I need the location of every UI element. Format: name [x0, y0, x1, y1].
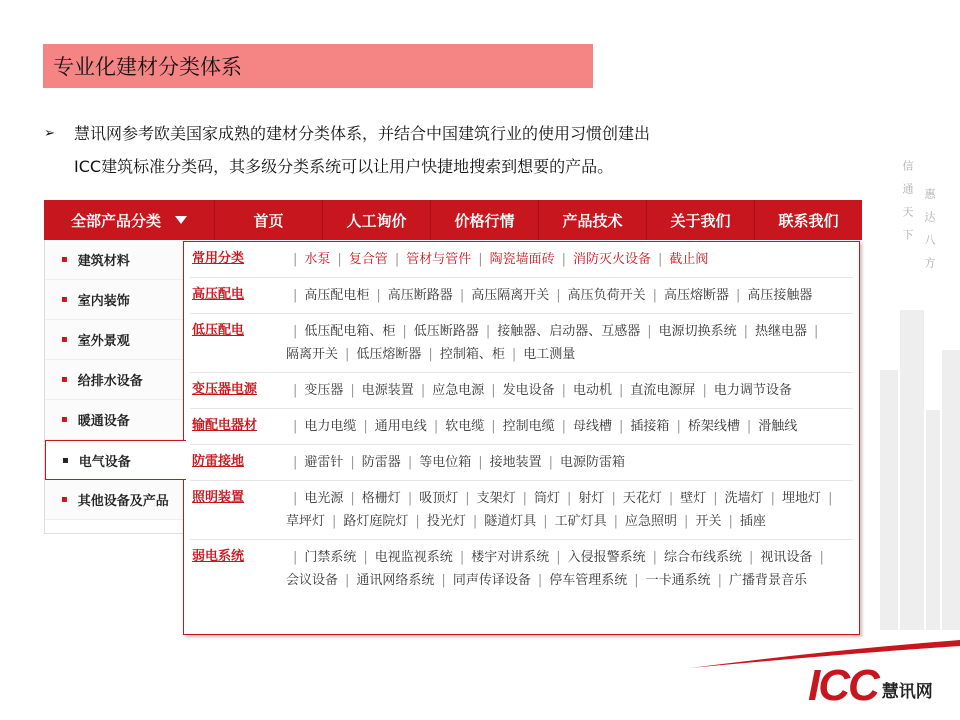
- subcategory-items: [286, 487, 853, 533]
- intro-line-2: ICC建筑标准分类码，其多级分类系统可以让用户快捷地搜索到想要的产品。: [74, 157, 614, 176]
- separator: |: [658, 252, 663, 267]
- subcategory-items: [286, 320, 853, 366]
- subcategory-items: [286, 546, 853, 592]
- subcategory-link[interactable]: 电源防雷箱: [560, 455, 626, 470]
- subcategory-link[interactable]: 母线槽: [573, 419, 613, 434]
- subcategory-items: [286, 379, 853, 402]
- nav-item[interactable]: 首页: [214, 200, 322, 240]
- separator: |: [420, 383, 426, 398]
- separator: |: [556, 288, 561, 303]
- separator: |: [407, 491, 413, 506]
- separator: |: [345, 347, 350, 362]
- subcategory-link[interactable]: 格栅灯: [361, 491, 401, 506]
- bullet-icon: ▪: [61, 374, 68, 385]
- subcategory-link[interactable]: 电源装置: [361, 383, 414, 398]
- category-list: [44, 240, 186, 534]
- subcategory-link[interactable]: 高压负荷开关: [567, 288, 646, 303]
- subcategory-heading-link[interactable]: 照明装置: [192, 490, 245, 505]
- separator: |: [619, 383, 624, 398]
- separator: |: [332, 514, 337, 529]
- subcategory-row: [190, 540, 853, 598]
- category-label: 室外景观: [77, 334, 130, 349]
- separator: |: [293, 491, 298, 506]
- subcategory-link[interactable]: 广播背景音乐: [729, 573, 808, 588]
- separator: |: [613, 514, 619, 529]
- subcategory-row: [190, 409, 853, 445]
- subcategory-link[interactable]: 接地装置: [489, 455, 542, 470]
- separator: |: [548, 455, 554, 470]
- subcategory-link[interactable]: 防雷器: [361, 455, 401, 470]
- separator: |: [537, 573, 543, 588]
- bullet-icon: ▪: [61, 294, 68, 305]
- separator: |: [441, 573, 446, 588]
- subcategory-heading-link[interactable]: 防雷接地: [192, 454, 245, 469]
- subcategory-link[interactable]: 避雷针: [304, 455, 344, 470]
- subcategory-link[interactable]: 电视监视系统: [374, 550, 453, 565]
- subcategory-link[interactable]: 门禁系统: [304, 550, 357, 565]
- subcategory-heading-link[interactable]: 弱电系统: [192, 549, 245, 564]
- subcategory-link[interactable]: 低压断路器: [413, 324, 479, 339]
- bullet-icon: ▪: [61, 414, 68, 425]
- separator: |: [293, 324, 298, 339]
- subcategory-heading-link[interactable]: 低压配电: [192, 323, 245, 338]
- separator: |: [634, 573, 639, 588]
- separator: |: [814, 324, 819, 339]
- subcategory-link[interactable]: 软电缆: [445, 419, 485, 434]
- subcategory-heading-link[interactable]: 高压配电: [192, 287, 245, 302]
- subcategory-link[interactable]: 洗墙灯: [724, 491, 764, 506]
- subcategory-link[interactable]: 壁灯: [680, 491, 707, 506]
- subcategory-link[interactable]: 射灯: [578, 491, 605, 506]
- subcategory-link[interactable]: 停车管理系统: [549, 573, 628, 588]
- main-nav: [44, 200, 862, 240]
- logo-name: 慧讯网: [881, 682, 933, 702]
- separator: |: [415, 514, 420, 529]
- separator: |: [293, 455, 298, 470]
- separator: |: [465, 491, 470, 506]
- separator: |: [350, 455, 355, 470]
- subcategory-link[interactable]: 路灯庭院灯: [343, 514, 409, 529]
- separator: |: [652, 550, 658, 565]
- separator: |: [350, 491, 355, 506]
- subcategory-row: [190, 445, 853, 481]
- category-item[interactable]: [45, 360, 185, 400]
- category-label: 电气设备: [78, 454, 131, 470]
- separator: |: [647, 324, 652, 339]
- subcategory-link[interactable]: 电光源: [304, 491, 344, 506]
- subcategory-link[interactable]: 控制箱、柜: [439, 347, 505, 362]
- category-label: 建筑材料: [77, 254, 130, 269]
- slide-title: [43, 44, 593, 88]
- subcategory-link[interactable]: 筒灯: [534, 491, 561, 506]
- subcategory-link[interactable]: 水泵: [304, 252, 331, 267]
- subcategory-link[interactable]: 电力电缆: [304, 419, 357, 434]
- subcategory-link[interactable]: 插接箱: [630, 419, 670, 434]
- subcategory-link[interactable]: 截止阀: [669, 252, 709, 267]
- subcategory-link[interactable]: 应急照明: [625, 514, 678, 529]
- separator: |: [293, 383, 298, 398]
- separator: |: [561, 252, 567, 267]
- subcategory-link[interactable]: 电动机: [573, 383, 613, 398]
- separator: |: [293, 550, 298, 565]
- separator: |: [491, 419, 496, 434]
- separator: |: [819, 550, 824, 565]
- separator: |: [668, 491, 674, 506]
- subcategory-link[interactable]: 通讯网络系统: [356, 573, 435, 588]
- subcategory-row: [190, 373, 853, 409]
- category-item[interactable]: [45, 320, 185, 360]
- category-label: 室内装饰: [77, 294, 130, 309]
- separator: |: [407, 455, 413, 470]
- nav-item[interactable]: 产品技术: [538, 200, 646, 240]
- separator: |: [676, 419, 681, 434]
- separator: |: [337, 252, 342, 267]
- separator: |: [402, 324, 407, 339]
- bullet-icon: ▪: [61, 334, 68, 345]
- subcategory-link[interactable]: 草坪灯: [286, 514, 326, 529]
- subcategory-link[interactable]: 通用电线: [374, 419, 427, 434]
- nav-item[interactable]: 关于我们: [646, 200, 754, 240]
- nav-item[interactable]: 人工询价: [322, 200, 430, 240]
- separator: |: [491, 383, 496, 398]
- category-item[interactable]: [45, 240, 185, 280]
- subcategory-link[interactable]: 控制电缆: [502, 419, 555, 434]
- separator: |: [684, 514, 689, 529]
- category-label: 其他设备及产品: [77, 494, 169, 509]
- subcategory-link[interactable]: 高压熔断器: [664, 288, 730, 303]
- slide-title-text: 专业化建材分类体系: [53, 55, 242, 79]
- subcategory-link[interactable]: 开关: [695, 514, 722, 529]
- subcategory-link[interactable]: 综合布线系统: [664, 550, 743, 565]
- separator: |: [394, 252, 400, 267]
- subcategory-link[interactable]: 应急电源: [432, 383, 485, 398]
- subcategory-link[interactable]: 接触器、启动器、互感器: [497, 324, 641, 339]
- separator: |: [293, 419, 298, 434]
- bullet-icon: ▪: [61, 494, 68, 505]
- subcategory-heading-link[interactable]: 输配电器材: [192, 418, 258, 433]
- subcategory-link[interactable]: 投光灯: [426, 514, 466, 529]
- category-label: 给排水设备: [77, 374, 143, 389]
- separator: |: [376, 288, 381, 303]
- subcategory-row: [190, 242, 853, 278]
- subcategory-link[interactable]: 视讯设备: [760, 550, 813, 565]
- intro-line-1: 慧讯网参考欧美国家成熟的建材分类体系，并结合中国建筑行业的使用习惯创建出: [74, 124, 651, 143]
- separator: |: [478, 455, 483, 470]
- separator: |: [743, 324, 749, 339]
- separator: |: [611, 491, 616, 506]
- subcategory-link[interactable]: 管材与管件: [406, 252, 472, 267]
- subcategory-link[interactable]: 消防灭火设备: [573, 252, 652, 267]
- subcategory-panel: [183, 241, 860, 635]
- subcategory-link[interactable]: 电源切换系统: [658, 324, 737, 339]
- subcategory-link[interactable]: 低压熔断器: [356, 347, 422, 362]
- separator: |: [713, 491, 718, 506]
- separator: |: [717, 573, 723, 588]
- category-item[interactable]: [45, 280, 185, 320]
- nav-item[interactable]: 价格行情: [430, 200, 538, 240]
- subcategory-link[interactable]: 高压接触器: [747, 288, 813, 303]
- category-item[interactable]: [45, 400, 185, 440]
- separator: |: [728, 514, 733, 529]
- separator: |: [746, 419, 752, 434]
- subcategory-link[interactable]: 桥架线槽: [687, 419, 740, 434]
- subcategory-heading-link[interactable]: 常用分类: [192, 251, 245, 266]
- subcategory-link[interactable]: 插座: [739, 514, 766, 529]
- subcategory-link[interactable]: 电工测量: [523, 347, 576, 362]
- separator: |: [522, 491, 528, 506]
- separator: |: [511, 347, 517, 362]
- separator: |: [459, 288, 465, 303]
- separator: |: [363, 550, 368, 565]
- separator: |: [428, 347, 433, 362]
- separator: |: [652, 288, 658, 303]
- separator: |: [749, 550, 754, 565]
- separator: |: [567, 491, 572, 506]
- icc-logo: [808, 661, 933, 710]
- subcategory-link[interactable]: 隧道灯具: [484, 514, 537, 529]
- subcategory-items: [286, 248, 853, 271]
- subcategory-link[interactable]: 变压器: [304, 383, 344, 398]
- subcategory-row: [190, 481, 853, 540]
- subcategory-link[interactable]: 吸顶灯: [419, 491, 459, 506]
- subcategory-link[interactable]: 低压配电箱、柜: [304, 324, 396, 339]
- separator: |: [561, 383, 567, 398]
- separator: |: [478, 252, 483, 267]
- intro-text: [44, 117, 864, 183]
- separator: |: [433, 419, 439, 434]
- subcategory-link[interactable]: 工矿灯具: [554, 514, 607, 529]
- separator: |: [472, 514, 478, 529]
- separator: |: [485, 324, 491, 339]
- separator: |: [770, 491, 776, 506]
- category-label: 暖通设备: [77, 414, 130, 429]
- bullet-icon: ▪: [61, 254, 68, 265]
- subcategory-link[interactable]: 埋地灯: [782, 491, 822, 506]
- separator: |: [556, 550, 561, 565]
- arrow-bullet-icon: ➢: [44, 126, 55, 141]
- bullet-icon: ▪: [62, 454, 69, 466]
- subcategory-items: [286, 451, 853, 474]
- separator: |: [619, 419, 624, 434]
- subcategory-row: [190, 278, 853, 314]
- subcategory-link[interactable]: 隔离开关: [286, 347, 339, 362]
- slogan-col-2: 惠达八方: [923, 188, 936, 280]
- subcategory-link[interactable]: 等电位箱: [419, 455, 472, 470]
- subcategory-items: [286, 415, 853, 438]
- subcategory-link[interactable]: 热继电器: [755, 324, 808, 339]
- separator: |: [736, 288, 741, 303]
- subcategory-link[interactable]: 复合管: [348, 252, 388, 267]
- separator: |: [293, 288, 298, 303]
- subcategory-link[interactable]: 高压隔离开关: [471, 288, 550, 303]
- nav-item[interactable]: 联系我们: [754, 200, 862, 240]
- subcategory-link[interactable]: 会议设备: [286, 573, 339, 588]
- subcategory-link[interactable]: 天花灯: [622, 491, 662, 506]
- separator: |: [543, 514, 548, 529]
- background-skyline: [870, 300, 960, 630]
- subcategory-link[interactable]: 入侵报警系统: [567, 550, 646, 565]
- separator: |: [459, 550, 465, 565]
- separator: |: [363, 419, 368, 434]
- dropdown-arrow-icon: [175, 216, 187, 224]
- subcategory-row: [190, 314, 853, 373]
- subcategory-items: [286, 284, 853, 307]
- subcategory-link[interactable]: 高压配电柜: [304, 288, 370, 303]
- category-item[interactable]: [45, 480, 185, 520]
- subcategory-heading-link[interactable]: 变压器电源: [192, 382, 258, 397]
- subcategory-link[interactable]: 一卡通系统: [645, 573, 711, 588]
- subcategory-link[interactable]: 发电设备: [502, 383, 555, 398]
- subcategory-link[interactable]: 支架灯: [476, 491, 516, 506]
- subcategory-link[interactable]: 同声传译设备: [452, 573, 531, 588]
- all-categories-button[interactable]: [44, 200, 214, 240]
- subcategory-link[interactable]: 滑触线: [758, 419, 798, 434]
- separator: |: [345, 573, 350, 588]
- logo-mark: ICC: [808, 661, 878, 710]
- separator: |: [702, 383, 707, 398]
- all-categories-label: 全部产品分类: [70, 211, 161, 230]
- category-item[interactable]: [45, 440, 186, 480]
- subcategory-link[interactable]: 楼宇对讲系统: [471, 550, 550, 565]
- separator: |: [293, 252, 298, 267]
- separator: |: [350, 383, 355, 398]
- subcategory-link[interactable]: 高压断路器: [387, 288, 453, 303]
- subcategory-link[interactable]: 陶瓷墙面砖: [489, 252, 555, 267]
- subcategory-link[interactable]: 直流电源屏: [630, 383, 696, 398]
- separator: |: [561, 419, 567, 434]
- slogan-col-1: 信通天下: [901, 160, 914, 252]
- subcategory-link[interactable]: 电力调节设备: [713, 383, 792, 398]
- separator: |: [828, 491, 833, 506]
